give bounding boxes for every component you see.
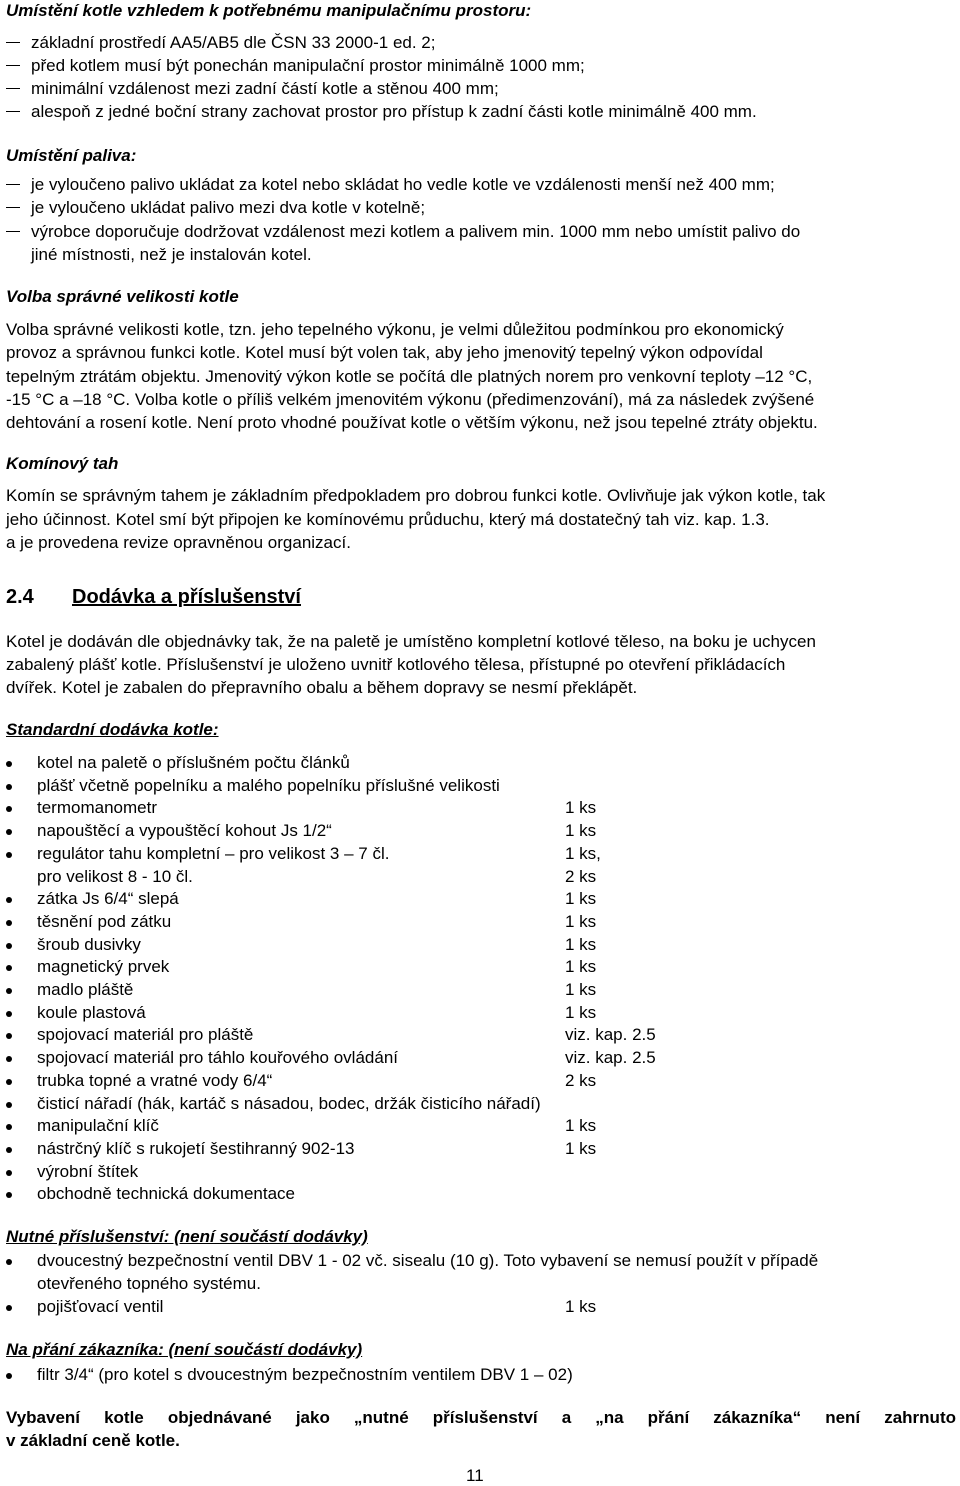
paragraph-line: dehtování a rosení kotle. Není proto vhodné používat kotle o větším výkonu, než jsou tepelné ztráty objektu. bbox=[6, 413, 818, 432]
item-text: plášť včetně popelníku a malého popelníku příslušné velikosti bbox=[37, 775, 500, 795]
item-text: regulátor tahu kompletní – pro velikost 3 – 7 čl. bbox=[37, 843, 390, 863]
item-text: čisticí nářadí (hák, kartáč s násadou, bodec, držák čisticího nářadí) bbox=[37, 1093, 541, 1113]
item-quantity: 1 ks bbox=[565, 957, 597, 977]
item-text: manipulační klíč bbox=[37, 1116, 159, 1136]
item-text: koule plastová bbox=[37, 1002, 146, 1022]
bullet-icon bbox=[6, 829, 12, 835]
paragraph-line: dvířek. Kotel je zabalen do přepravního obalu a během dopravy se nesmí překlápět. bbox=[6, 678, 638, 697]
item-text: madlo pláště bbox=[37, 980, 134, 999]
bullet-icon bbox=[6, 852, 12, 858]
bullet-icon bbox=[6, 1124, 12, 1130]
item-quantity: 1 ks bbox=[565, 934, 597, 954]
item-text: zátka Js 6/4“ slepá bbox=[37, 889, 179, 909]
item-text: trubka topné a vratné vody 6/4“ bbox=[37, 1070, 273, 1090]
page-number: 11 bbox=[466, 1466, 484, 1485]
item-text: výrobní štítek bbox=[37, 1161, 139, 1181]
list-item-continuation: otevřeného topného systému. bbox=[37, 1274, 261, 1293]
chimney-heading: Komínový tah bbox=[6, 454, 119, 473]
note-line: v základní ceně kotle. bbox=[6, 1431, 180, 1450]
item-quantity: 1 ks bbox=[565, 798, 597, 818]
bullet-icon bbox=[6, 784, 12, 790]
standard-heading: Standardní dodávka kotle: bbox=[6, 720, 219, 739]
item-quantity: 1 ks, bbox=[565, 843, 601, 863]
optional-heading: Na přání zákazníka: (není součástí dodávky) bbox=[6, 1340, 363, 1359]
bullet-icon bbox=[6, 1170, 12, 1176]
item-quantity: viz. kap. 2.5 bbox=[565, 1025, 656, 1045]
paragraph-line: -15 °C a –18 °C. Volba kotle o příliš velkém jmenovitém výkonu (předimenzování), má za následek zvýšené bbox=[6, 390, 815, 409]
bullet-icon bbox=[6, 1033, 12, 1039]
placement-heading: Umístění kotle vzhledem k potřebnému manipulačnímu prostoru: bbox=[6, 1, 532, 20]
item-quantity: viz. kap. 2.5 bbox=[565, 1048, 656, 1068]
bullet-icon bbox=[6, 897, 12, 903]
list-item-continuation: jiné místnosti, než je instalován kotel. bbox=[31, 245, 312, 264]
item-text: kotel na paletě o příslušném počtu článků bbox=[37, 753, 350, 772]
bullet-icon bbox=[6, 965, 12, 971]
item-quantity: 1 ks bbox=[565, 980, 597, 999]
item-quantity: 1 ks bbox=[565, 1138, 597, 1158]
item-text: pro velikost 8 - 10 čl. bbox=[37, 866, 193, 886]
paragraph-line: Volba správné velikosti kotle, tzn. jeho tepelného výkonu, je velmi důležitou podmínkou pro ekonomický bbox=[6, 320, 784, 339]
section-title bbox=[6, 586, 301, 609]
bullet-icon bbox=[6, 806, 12, 812]
item-text: napouštěcí a vypouštěcí kohout Js 1/2“ bbox=[37, 821, 332, 841]
bullet-icon bbox=[6, 943, 12, 949]
bullet-icon bbox=[6, 920, 12, 926]
paragraph-line: Kotel je dodáván dle objednávky tak, že na paletě je umístěno kompletní kotlové těleso, na boku je uchycen bbox=[6, 632, 816, 651]
paragraph-line: provoz a správnou funkci kotle. Kotel musí být volen tak, aby jeho jmenovitý tepelný výkon odpovídal bbox=[6, 343, 763, 362]
item-quantity: 1 ks bbox=[565, 821, 597, 841]
item-quantity: 1 ks bbox=[565, 889, 597, 909]
section-title-text: Dodávka a příslušenství bbox=[72, 586, 301, 608]
fuel-heading: Umístění paliva: bbox=[6, 146, 137, 165]
bullet-icon bbox=[6, 1102, 12, 1108]
bullet-icon bbox=[6, 988, 12, 994]
item-quantity: 2 ks bbox=[565, 866, 597, 886]
bullet-icon bbox=[6, 1056, 12, 1062]
bullet-icon bbox=[6, 1011, 12, 1017]
item-text: šroub dusivky bbox=[37, 934, 141, 954]
item-quantity: 1 ks bbox=[565, 1002, 597, 1022]
bullet-icon bbox=[6, 1192, 12, 1198]
item-text: spojovací materiál pro pláště bbox=[37, 1025, 254, 1045]
paragraph-line: Komín se správným tahem je základním předpokladem pro dobrou funkci kotle. Ovlivňuje jak výkon kotle, tak bbox=[6, 486, 826, 505]
item-text: nástrčný klíč s rukojetí šestihranný 902-13 bbox=[37, 1138, 355, 1158]
note-line: Vybavení kotle objednávané jako „nutné příslušenství a „na přání zákazníka“ není zahrnuto bbox=[6, 1408, 956, 1427]
item-quantity: 1 ks bbox=[565, 911, 597, 931]
item-text: obchodně technická dokumentace bbox=[37, 1184, 296, 1204]
size-heading: Volba správné velikosti kotle bbox=[6, 287, 239, 306]
item-text: spojovací materiál pro táhlo kouřového ovládání bbox=[37, 1048, 398, 1068]
item-text: magnetický prvek bbox=[37, 957, 170, 977]
required-heading: Nutné příslušenství: (není součástí dodávky) bbox=[6, 1227, 368, 1246]
paragraph-line: zabalený plášť kotle. Příslušenství je uloženo uvnitř kotlového tělesa, přístupné po otevření přikládacích bbox=[6, 655, 786, 674]
bullet-icon bbox=[6, 761, 12, 767]
paragraph-line: a je provedena revize opravněnou organizací. bbox=[6, 533, 351, 552]
item-quantity: 1 ks bbox=[565, 1116, 597, 1136]
item-quantity: 2 ks bbox=[565, 1070, 597, 1090]
bullet-icon bbox=[6, 1079, 12, 1085]
item-text: termomanometr bbox=[37, 798, 157, 818]
item-text: těsnění pod zátku bbox=[37, 911, 172, 931]
bullet-icon bbox=[6, 1147, 12, 1153]
section-number: 2.4 bbox=[6, 586, 34, 608]
paragraph-line: tepelným ztrátám objektu. Jmenovitý výkon kotle se počítá dle platných norem pro venkovní teploty –12 °C, bbox=[6, 367, 813, 386]
paragraph-line: jeho účinnost. Kotel smí být připojen ke komínovému průduchu, který má dostatečný tah viz. kap. 1.3. bbox=[6, 510, 770, 529]
